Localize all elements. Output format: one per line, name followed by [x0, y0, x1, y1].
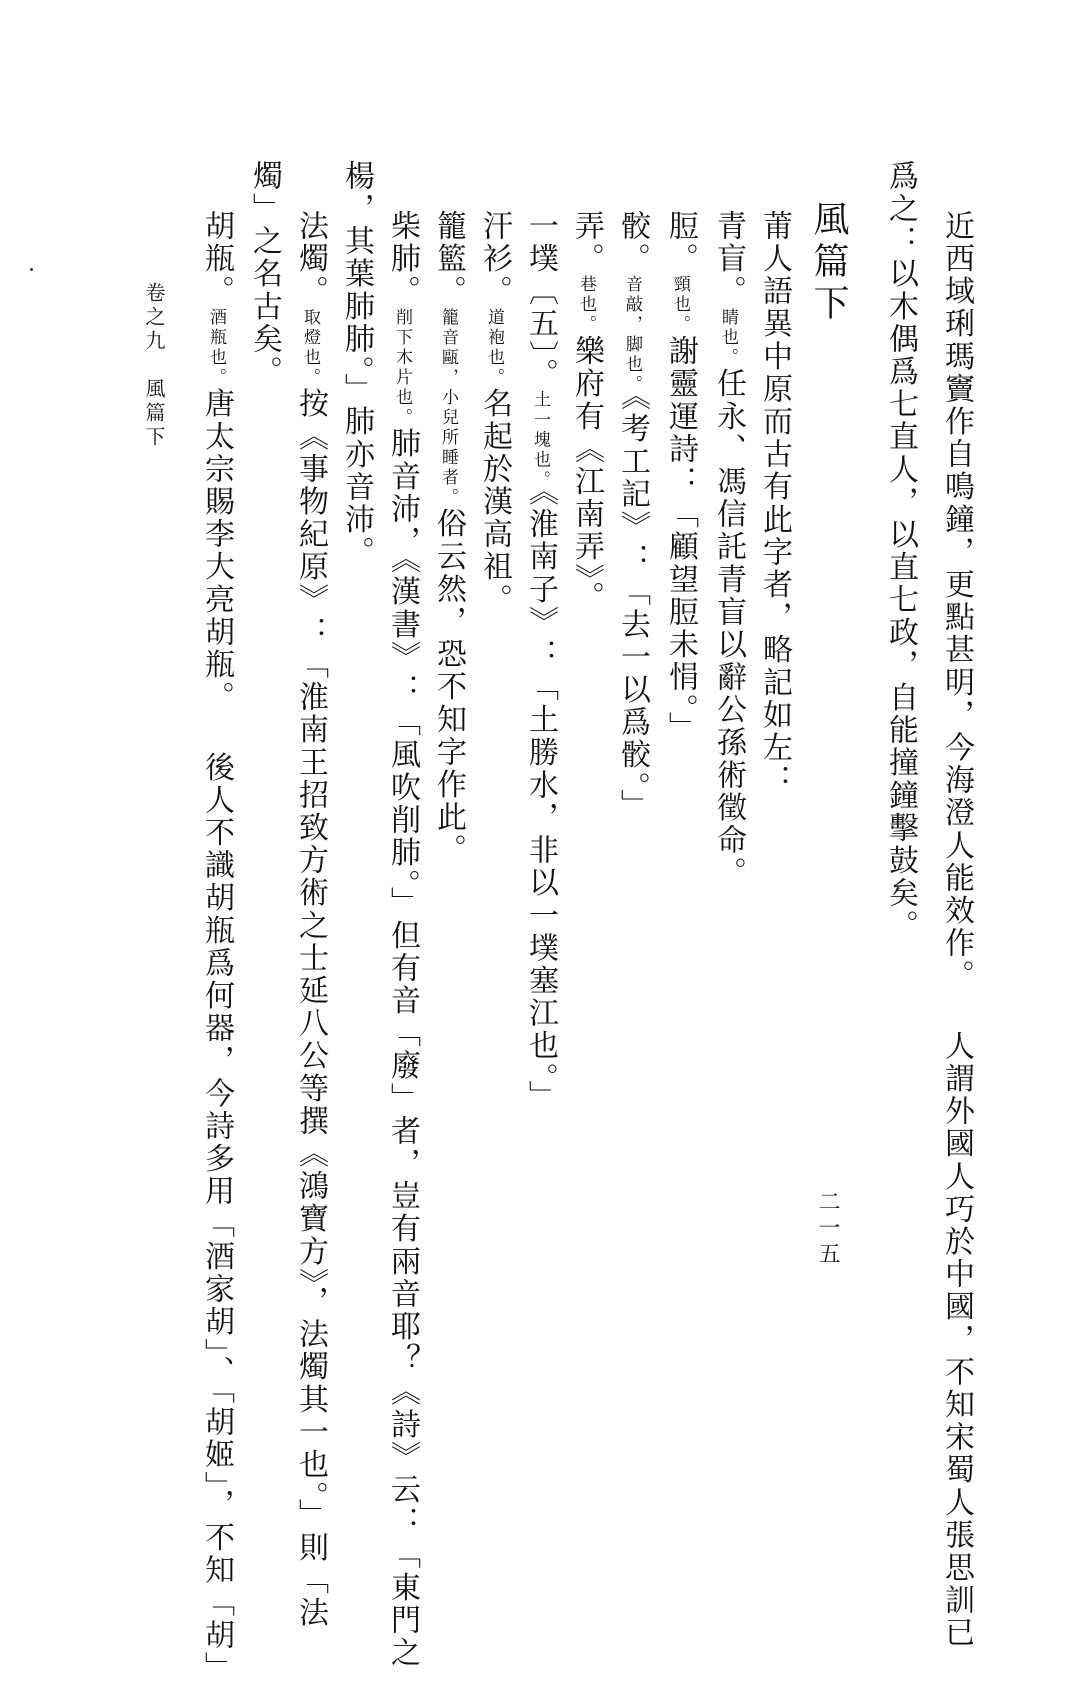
headword: 脰。	[663, 210, 698, 276]
headword: 青盲。	[711, 210, 746, 308]
section-title	[808, 200, 848, 326]
entry-text: 俗云然，恐不知字作此。	[431, 507, 466, 867]
text-column-continuation-1	[336, 160, 376, 569]
entry-hanshan	[474, 210, 514, 616]
entry-yipu	[520, 210, 560, 1113]
text-column-2	[880, 160, 920, 942]
gloss-note: 道袍也。	[484, 307, 504, 388]
headword: 法燭。	[293, 210, 328, 308]
running-head	[140, 282, 169, 450]
headword: 胡瓶。	[199, 210, 234, 308]
entry-text: 名起於漢高祖。	[477, 387, 512, 617]
entry-text: 謝靈運詩：「顧望脰未悁。」	[663, 335, 698, 745]
gloss-note: 削下木片也。	[392, 307, 412, 428]
entry-dou	[660, 210, 700, 744]
entry-qingmang	[708, 210, 748, 889]
page-number-text: 二一五	[815, 1190, 840, 1268]
text-column-1	[936, 210, 976, 1649]
headword: 一墣〔五〕。	[523, 210, 558, 391]
entry-text: 任永、馮信託青盲以辭公孫術徵命。	[711, 367, 746, 890]
gloss-note: 土一塊也。	[530, 390, 550, 491]
headword: 柴肺。	[385, 210, 420, 308]
entry-text: 唐太宗賜李大亮胡瓶。 後人不識胡瓶爲何器，今詩多用「酒家胡」、「胡姬」，不知「胡」	[199, 387, 234, 1684]
entry-text: 樂府有《江南弄》。	[569, 335, 604, 614]
text-column-continuation-2	[244, 160, 284, 388]
entry-text: 肺音沛，《漢書》：「風吹削肺。」但有音「廢」者，豈有兩音耶？《詩》云：「東門之	[385, 427, 420, 1670]
headword: 籠籃。	[431, 210, 466, 308]
gloss-note: 籠音甌，小兒所睡者。	[438, 307, 458, 508]
scan-speck	[30, 268, 33, 271]
entry-huping	[196, 210, 236, 1684]
running-head-text: 卷之九 風篇下	[142, 282, 166, 450]
column-text: 爲之：以木偶爲七直人，以直七政，自能撞鐘擊鼓矣。	[883, 160, 918, 943]
headword: 骹。	[615, 210, 650, 276]
headword: 汗衫。	[477, 210, 512, 308]
gloss-note: 酒瓶也。	[206, 307, 226, 388]
text-column-3	[754, 210, 794, 797]
column-text: 燭」之名古矣。	[247, 160, 282, 389]
entry-text: 按《事物紀原》：「淮南王招致方術之士延八公等撰《鴻寶方》，法燭其一也。」則「法	[293, 387, 328, 1630]
entry-chaifei	[382, 210, 422, 1669]
gloss-note: 頸也。	[670, 275, 690, 336]
gloss-note: 巷也。	[576, 275, 596, 336]
column-text: 近西域琍瑪竇作自鳴鐘，更點甚明，今海澄人能效作。 人謂外國人巧於中國，不知宋蜀人張思訓已	[939, 210, 974, 1650]
page-number	[812, 1190, 843, 1268]
entry-qiao	[612, 210, 652, 822]
entry-text: 《淮南子》：「土勝水，非以一墣塞江也。」	[523, 490, 558, 1113]
entry-oulan	[428, 210, 468, 866]
column-text: 楊，其葉肺肺。」肺亦音沛。	[339, 160, 374, 569]
column-text: 莆人語異中原而古有此字者，略記如左：	[757, 210, 792, 797]
section-title-text: 風篇下	[808, 200, 849, 326]
entry-text: 《考工記》：「去一以爲骹。」	[615, 395, 650, 822]
headword: 弄。	[569, 210, 604, 276]
gloss-note: 音敲，脚也。	[622, 275, 642, 396]
gloss-note: 睛也。	[718, 307, 738, 368]
gloss-note: 取燈也。	[300, 307, 320, 388]
entry-fazhu	[290, 210, 330, 1629]
entry-long	[566, 210, 606, 614]
